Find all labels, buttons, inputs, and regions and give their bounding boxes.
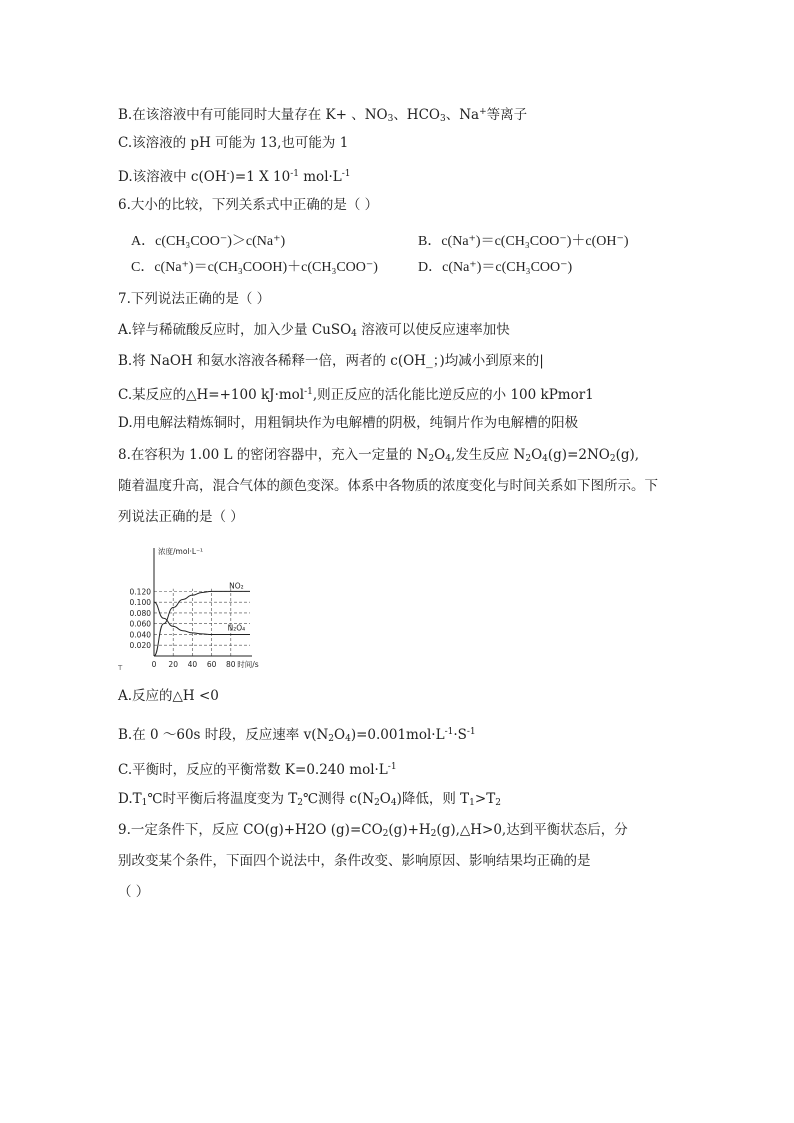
q6-stem: 6.大小的比较，下列关系式中正确的是（ ） xyxy=(118,197,379,213)
q8-stem-line1: 8.在容积为 1.00 L 的密闭容器中，充入一定量的 $N_2O_4$,发生反应 $N_2O_4(g)=2NO_2(g)$, xyxy=(118,447,640,464)
q8-option-c: C.平衡时，反应的平衡常数 K=0.240 $mol\cdot L^{-1}$ xyxy=(118,762,397,778)
chart-corner-mark: T xyxy=(118,664,123,672)
q6-option-d: D．c(Na⁺)＝c(CH₃COO⁻) xyxy=(418,260,573,275)
chart-x-tick-label: 60 xyxy=(206,660,217,669)
concentration-time-chart xyxy=(118,544,288,672)
q9-stem-line1: 9.一定条件下，反应 CO(g)+H2O $(g)=CO_2(g)+H_2(g),\triangle H>0$,达到平衡状态后，分 xyxy=(118,822,628,839)
chart-x-tick-label: 80 xyxy=(226,660,236,669)
q7-option-c: C.某反应的△H=+100 kJ·mol$^{-1}$,则正反应的活化能比逆反应的小 100 kPmor1 xyxy=(118,387,594,403)
chart-y-tick-label: 0.060 xyxy=(129,619,151,629)
chart-series-label: NO₂ xyxy=(229,581,244,591)
chart-y-tick-label: 0.100 xyxy=(129,598,151,608)
q8-stem-line3: 列说法正确的是（ ） xyxy=(118,509,244,525)
chart-y-axis-label: 浓度/mol·L⁻¹ xyxy=(158,547,204,556)
q5-option-c: C.该溶液的 pH 可能为 13,也可能为 1 xyxy=(118,135,349,151)
q9-stem-line3: （ ） xyxy=(118,884,150,900)
chart-y-tick-label: 0.040 xyxy=(129,630,151,640)
chart-x-tick-label: 40 xyxy=(187,660,198,669)
q8-option-d: $D.T_1℃$时平衡后将温度变为 $T_2℃$测得 $c(N_2O_4)$降低，则 $T_1>T_2$ xyxy=(118,791,501,808)
q6-option-a: A．c(CH₃COO⁻)＞c(Na⁺) xyxy=(131,234,286,249)
q9-stem-line2: 别改变某个条件，下面四个说法中，条件改变、影响原因、影响结果均正确的是 xyxy=(118,853,591,869)
q7-option-a: A.锌与稀硫酸反应时，加入少量 CuSO$_4$ 溶液可以使反应速率加快 xyxy=(118,322,510,339)
chart-x-axis-label: 时间/s xyxy=(237,660,259,669)
chart-axes xyxy=(154,548,252,656)
q8-option-a: A.反应的△H <0 xyxy=(118,688,219,704)
chart-x-tick-label: 0 xyxy=(151,660,157,669)
q6-option-c: C．c(Na⁺)＝c(CH₃COOH)＋c(CH₃COO⁻) xyxy=(131,260,378,275)
chart-y-tick-label: 0.120 xyxy=(129,587,151,597)
q6-option-b: B．c(Na⁺)＝c(CH₃COO⁻)＋c(OH⁻) xyxy=(418,234,629,249)
chart-x-tick-label: 20 xyxy=(168,660,178,669)
chart-y-tick-label: 0.080 xyxy=(129,608,151,618)
q5-option-b: B.在该溶液中有可能同时大量存在 K+ 、$NO_3$、$HCO_3$、Na+等离子 xyxy=(118,107,528,124)
chart-y-tick-label: 0.020 xyxy=(129,641,151,651)
chart-labels xyxy=(118,546,259,672)
q8-stem-line2: 随着温度升高，混合气体的颜色变深。体系中各物质的浓度变化与时间关系如下图所示。下 xyxy=(118,478,658,494)
q7-option-b: B.将 NaOH 和氨水溶液各稀释一倍，两者的 c(OH_；)均减小到原来的| xyxy=(118,353,544,369)
q5-option-d: D.该溶液中 c(OH-)=1 X $10^{-1}$ $mol\cdot L^{-1}$ xyxy=(118,169,351,185)
q7-stem: 7.下列说法正确的是（ ） xyxy=(118,291,271,307)
q8-option-b: B.在 0 〜60s 时段，反应速率 $v(N_2O_4)=0.001mol\cdot L^{-1}\cdot S^{-1}$ xyxy=(118,727,476,744)
q7-option-d: D.用电解法精炼铜时，用粗铜块作为电解槽的阴极，纯铜片作为电解槽的阳极 xyxy=(118,415,579,431)
chart-series-label: N₂O₄ xyxy=(227,623,246,633)
